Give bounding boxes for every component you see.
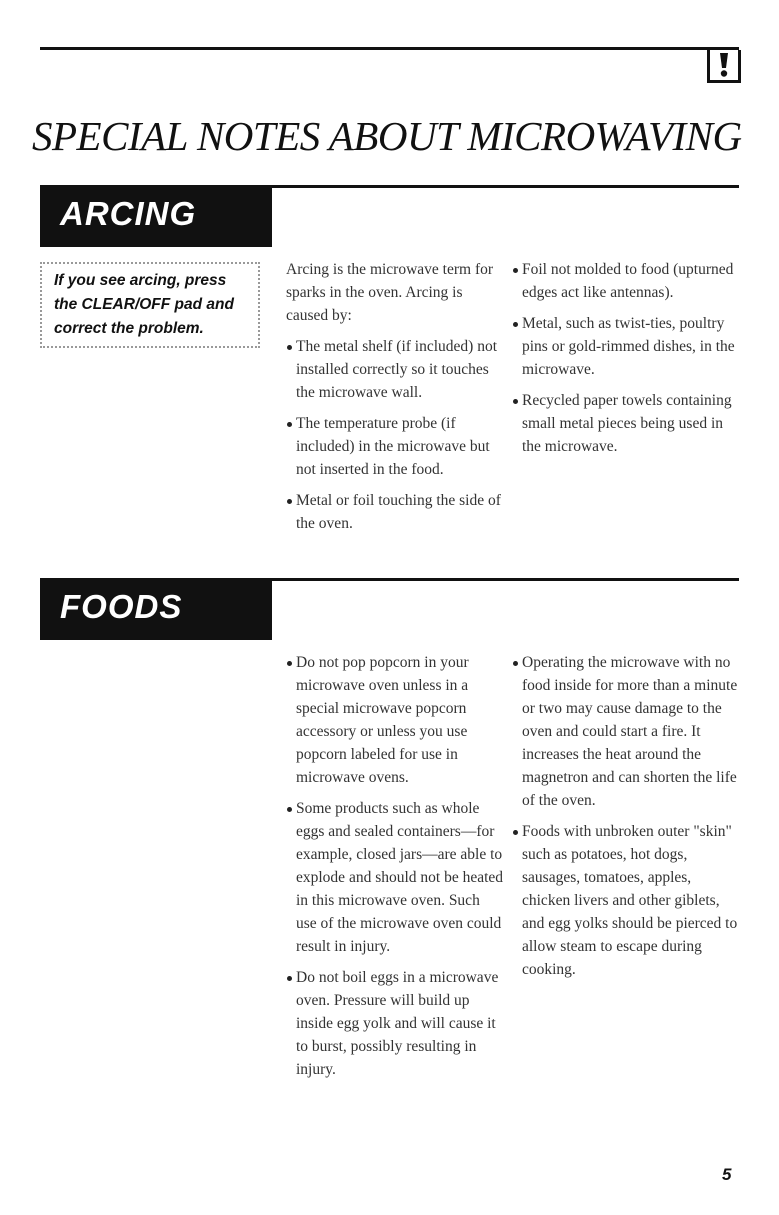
foods-heading: FOODS [60,588,183,625]
arcing-heading-tab [40,185,272,247]
list-item: Foil not molded to food (upturned edges act like antennas). [502,258,742,304]
warning-box [707,50,741,83]
list-item: Operating the microwave with no food inside for more than a minute or two may cause damage to the oven and could start a fire. It increases the heat around the magnetron and can shorten the life of the oven. [502,651,742,812]
list-item: The temperature probe (if included) in the microwave but not inserted in the food. [276,412,504,481]
foods-heading-tab [40,578,272,640]
list-item: Some products such as whole eggs and sealed containers—for example, closed jars—are able to explode and should not be heated in this microwave oven. Such use of the microwave oven could result in injury. [276,797,504,958]
list-item: The metal shelf (if included) not installed correctly so it touches the microwave wall. [276,335,504,404]
arcing-tip-text: If you see arcing, press the CLEAR/OFF pad and correct the problem. [54,272,234,337]
arcing-list-1 [276,335,504,535]
arcing-column-1 [276,258,504,543]
arcing-list-2 [502,258,742,466]
list-item: Metal or foil touching the side of the oven. [276,489,504,535]
foods-list-1 [276,651,504,1089]
page-number: 5 [722,1165,732,1184]
list-item: Metal, such as twist-ties, poultry pins or gold-rimmed dishes, in the microwave. [502,312,742,381]
arcing-tip-box [40,262,260,348]
arcing-heading: ARCING [60,195,197,232]
list-item: Recycled paper towels containing small metal pieces being used in the microwave. [502,389,742,458]
arcing-intro: Arcing is the microwave term for sparks in the oven. Arcing is caused by: [286,261,494,324]
list-item: Do not pop popcorn in your microwave oven unless in a special microwave popcorn accessory or unless you use popcorn labeled for use in microwave ovens. [276,651,504,789]
list-item: Foods with unbroken outer "skin" such as potatoes, hot dogs, sausages, tomatoes, apples, chicken livers and other giblets, and egg yolks should be pierced to allow steam to escape during cooking. [502,820,742,981]
foods-list-2 [502,651,742,989]
exclamation-icon [717,52,731,78]
list-item: Do not boil eggs in a microwave oven. Pressure will build up inside egg yolk and will cause it to burst, possibly resulting in injury. [276,966,504,1081]
top-rule [40,47,739,50]
page-title: SPECIAL NOTES ABOUT MICROWAVING [32,113,742,159]
